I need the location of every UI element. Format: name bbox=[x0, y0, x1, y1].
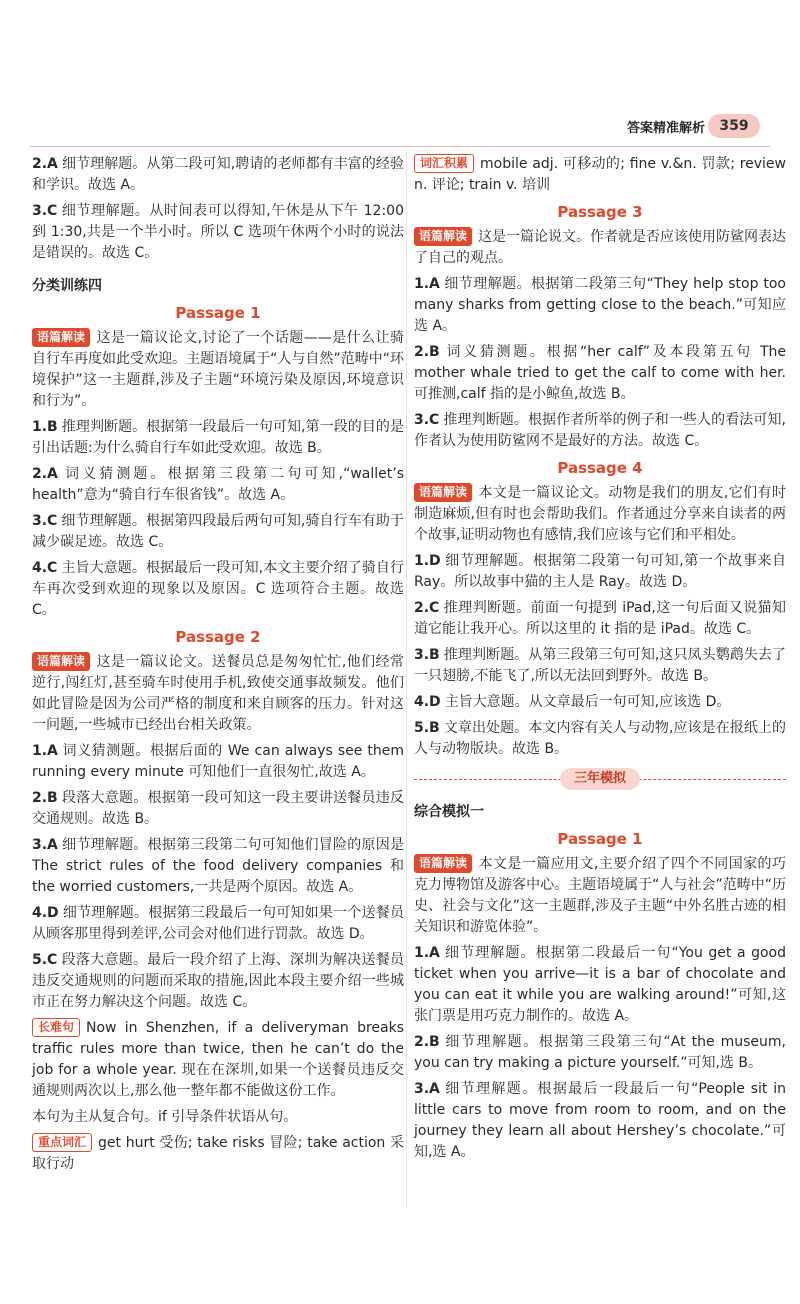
right-column bbox=[414, 154, 786, 1168]
annotated-note bbox=[414, 854, 786, 938]
page-header bbox=[0, 104, 800, 144]
section-title: 综合模拟一 bbox=[414, 804, 484, 820]
annotated-note bbox=[32, 328, 404, 412]
answer-text: 推理判断题。根据作者所举的例子和一些人的看法可知,作者认为使用防鲨网不是最好的方法。故选 C。 bbox=[414, 412, 786, 449]
answer-number: 3.C bbox=[32, 513, 58, 529]
header-title: 答案精准解析 bbox=[626, 121, 705, 136]
answer-text: 词义猜测题。根据“her calf”及本段第五句 The mother whale tried to get the calf to come with her. 可推测,calf 指的是小鲸鱼,故选 B。 bbox=[414, 344, 786, 402]
answer-number: 2.A bbox=[32, 156, 58, 172]
answer-text: 文章出处题。本文内容有关人与动物,应该是在报纸上的人与动物版块。故选 B。 bbox=[414, 720, 786, 757]
divider-label: 三年模拟 bbox=[560, 768, 640, 790]
answer-text: 细节理解题。根据第三段第三句“At the museum, you can try making a picture yourself.”可知,选 B。 bbox=[414, 1034, 786, 1071]
answer-number: 2.A bbox=[32, 466, 58, 482]
answer-text: 推理判断题。根据第一段最后一句可知,第一段的目的是引出话题:为什么骑自行车如此受欢迎。故选 B。 bbox=[32, 419, 404, 456]
passage-heading: Passage 1 bbox=[557, 830, 643, 848]
answer-number: 4.C bbox=[32, 560, 58, 576]
left-column bbox=[32, 154, 404, 1180]
answer-number: 3.A bbox=[32, 837, 58, 853]
answer-number: 2.B bbox=[32, 790, 58, 806]
answer-item bbox=[414, 692, 786, 713]
header-rule bbox=[30, 146, 770, 147]
answer-number: 1.B bbox=[32, 419, 58, 435]
note-text: Now in Shenzhen, if a deliveryman breaks traffic rules more than twice, then he can’t do the job for a whole year. 现在在深圳,如果一个送餐员违反交通规则两次以上,那么他一整年都不能做这份工作。 bbox=[32, 1020, 404, 1099]
answer-number: 1.D bbox=[414, 553, 441, 569]
answer-number: 3.B bbox=[414, 647, 440, 663]
section-title: 分类训练四 bbox=[32, 278, 102, 294]
answer-item bbox=[32, 201, 404, 264]
answer-item bbox=[414, 551, 786, 593]
answer-item bbox=[414, 274, 786, 337]
answer-text: 主旨大意题。从文章最后一句可知,应该选 D。 bbox=[444, 694, 731, 710]
answer-item bbox=[32, 950, 404, 1013]
note-tag: 语篇解读 bbox=[414, 227, 472, 246]
answer-item bbox=[414, 1079, 786, 1163]
answer-number: 3.C bbox=[32, 203, 58, 219]
answer-text: 细节理解题。根据最后一段最后一句“People sit in little cars to move from room to room, and on the journey they learn all about Hershey’s chocolate.”可知,选 A。 bbox=[414, 1081, 786, 1160]
answer-text: 段落大意题。根据第一段可知这一段主要讲送餐员违反交通规则。故选 B。 bbox=[32, 790, 404, 827]
answer-number: 2.C bbox=[414, 600, 440, 616]
passage-heading: Passage 3 bbox=[557, 203, 643, 221]
note-text: 本句为主从复合句。if 引导条件状语从句。 bbox=[32, 1109, 298, 1125]
answer-item bbox=[32, 788, 404, 830]
annotated-note bbox=[32, 1018, 404, 1102]
answer-item bbox=[414, 718, 786, 760]
note-tag: 语篇解读 bbox=[32, 328, 90, 347]
answer-text: 细节理解题。从时间表可以得知,午休是从下午 12:00 到 1:30,共是一个半小时。所以 C 选项午休两个小时的说法是错误的。故选 C。 bbox=[32, 203, 404, 261]
answer-number: 5.C bbox=[32, 952, 58, 968]
answer-item bbox=[414, 943, 786, 1027]
answer-item bbox=[32, 511, 404, 553]
answer-item bbox=[414, 598, 786, 640]
note-text: mobile adj. 可移动的; fine v.&n. 罚款; review n. 评论; train v. 培训 bbox=[414, 156, 786, 193]
answer-item bbox=[414, 645, 786, 687]
answer-number: 1.A bbox=[32, 743, 58, 759]
annotated-note bbox=[414, 154, 786, 196]
annotated-note bbox=[32, 1133, 404, 1175]
answer-text: 段落大意题。最后一段介绍了上海、深圳为解决送餐员违反交通规则的问题而采取的措施,因此本段主要介绍一些城市正在努力解决这个问题。故选 C。 bbox=[32, 952, 404, 1010]
note-tag: 语篇解读 bbox=[32, 652, 90, 671]
note-text: 这是一篇议论文。送餐员总是匆匆忙忙,他们经常逆行,闯红灯,甚至骑车时使用手机,致使交通事故频发。他们如此冒险是因为公司严格的制度和来自顾客的压力。针对这一问题,一些城市已经出台相关政策。 bbox=[32, 654, 404, 733]
answer-item bbox=[32, 835, 404, 898]
passage-heading: Passage 2 bbox=[175, 628, 261, 646]
answer-number: 5.B bbox=[414, 720, 440, 736]
answer-text: 词义猜测题。根据后面的 We can always see them running every minute 可知他们一直很匆忙,故选 A。 bbox=[32, 743, 404, 780]
answer-item bbox=[414, 342, 786, 405]
answer-text: 细节理解题。根据第三段第二句可知他们冒险的原因是 The strict rules of the food delivery companies 和 the worried customers,一共是两个原因。故选 A。 bbox=[32, 837, 404, 895]
answer-number: 3.A bbox=[414, 1081, 440, 1097]
answer-item bbox=[414, 410, 786, 452]
annotated-note bbox=[32, 652, 404, 736]
note-text: get hurt 受伤; take risks 冒险; take action 采取行动 bbox=[32, 1135, 404, 1172]
answer-number: 2.B bbox=[414, 1034, 440, 1050]
note-tag: 长难句 bbox=[32, 1018, 80, 1037]
answer-text: 细节理解题。根据第四段最后两句可知,骑自行车有助于减少碳足迹。故选 C。 bbox=[32, 513, 404, 550]
annotated-note bbox=[414, 227, 786, 269]
section-divider bbox=[414, 768, 786, 790]
answer-text: 细节理解题。从第二段可知,聘请的老师都有丰富的经验和学识。故选 A。 bbox=[32, 156, 404, 193]
answer-text: 细节理解题。根据第二段第三句“They help stop too many sharks from getting close to the beach.”可知应选 A。 bbox=[414, 276, 786, 334]
answer-text: 细节理解题。根据第二段最后一句“You get a good ticket when you arrive—it is a bar of chocolate and you can eat it while you are walking around!”可知,这张门票是用巧克力制作的。故选 A。 bbox=[414, 945, 786, 1024]
column-divider bbox=[406, 150, 407, 1208]
answer-text: 推理判断题。从第三段第三句可知,这只凤头鹦鹉失去了一只翅膀,不能飞了,所以无法回到野外。故选 B。 bbox=[414, 647, 786, 684]
annotated-note bbox=[414, 483, 786, 546]
answer-item bbox=[32, 417, 404, 459]
passage-heading: Passage 1 bbox=[175, 304, 261, 322]
note-text: 这是一篇论说文。作者就是否应该使用防鲨网表达了自己的观点。 bbox=[414, 229, 787, 266]
answer-item bbox=[32, 464, 404, 506]
answer-item bbox=[32, 741, 404, 783]
note-tag: 语篇解读 bbox=[414, 483, 472, 502]
answer-text: 细节理解题。根据第二段第一句可知,第一个故事来自 Ray。所以故事中猫的主人是 Ray。故选 D。 bbox=[414, 553, 786, 590]
answer-text: 词义猜测题。根据第三段第二句可知,“wallet’s health”意为“骑自行车很省钱”。故选 A。 bbox=[32, 466, 404, 503]
answer-item bbox=[32, 903, 404, 945]
answer-item bbox=[32, 154, 404, 196]
note-text: 这是一篇议论文,讨论了一个话题——是什么让骑自行车再度如此受欢迎。主题语境属于“人与自然”范畴中“环境保护”这一主题群,涉及子主题“环境污染及原因,环境意识和行为”。 bbox=[32, 330, 404, 409]
note-tag: 词汇积累 bbox=[414, 154, 474, 173]
answer-number: 2.B bbox=[414, 344, 440, 360]
answer-number: 3.C bbox=[414, 412, 440, 428]
answer-number: 1.A bbox=[414, 945, 440, 961]
answer-number: 1.A bbox=[414, 276, 440, 292]
passage-heading: Passage 4 bbox=[557, 459, 643, 477]
page-number: 359 bbox=[708, 114, 760, 138]
note-text: 本文是一篇应用文,主要介绍了四个不同国家的巧克力博物馆及游客中心。主题语境属于“人与社会”范畴中“历史、社会与文化”这一主题群,涉及子主题“中外名胜古迹的相关知识和游览体验”。 bbox=[414, 856, 786, 935]
answer-text: 细节理解题。根据第三段最后一句可知如果一个送餐员从顾客那里得到差评,公司会对他们进行罚款。故选 D。 bbox=[32, 905, 404, 942]
answer-number: 4.D bbox=[414, 694, 441, 710]
note-text: 本文是一篇议论文。动物是我们的朋友,它们有时制造麻烦,但有时也会帮助我们。作者通过分享来自读者的两个故事,证明动物也有感情,我们应该与它们和平相处。 bbox=[414, 485, 786, 543]
answer-number: 4.D bbox=[32, 905, 59, 921]
note-tag: 语篇解读 bbox=[414, 854, 472, 873]
answer-item bbox=[32, 558, 404, 621]
note-tag: 重点词汇 bbox=[32, 1133, 92, 1152]
answer-item bbox=[414, 1032, 786, 1074]
answer-text: 主旨大意题。根据最后一段可知,本文主要介绍了骑自行车再次受到欢迎的现象以及原因。C 选项符合主题。故选 C。 bbox=[32, 560, 404, 618]
answer-text: 推理判断题。前面一句提到 iPad,这一句后面又说猫知道它能让我开心。所以这里的 it 指的是 iPad。故选 C。 bbox=[414, 600, 786, 637]
